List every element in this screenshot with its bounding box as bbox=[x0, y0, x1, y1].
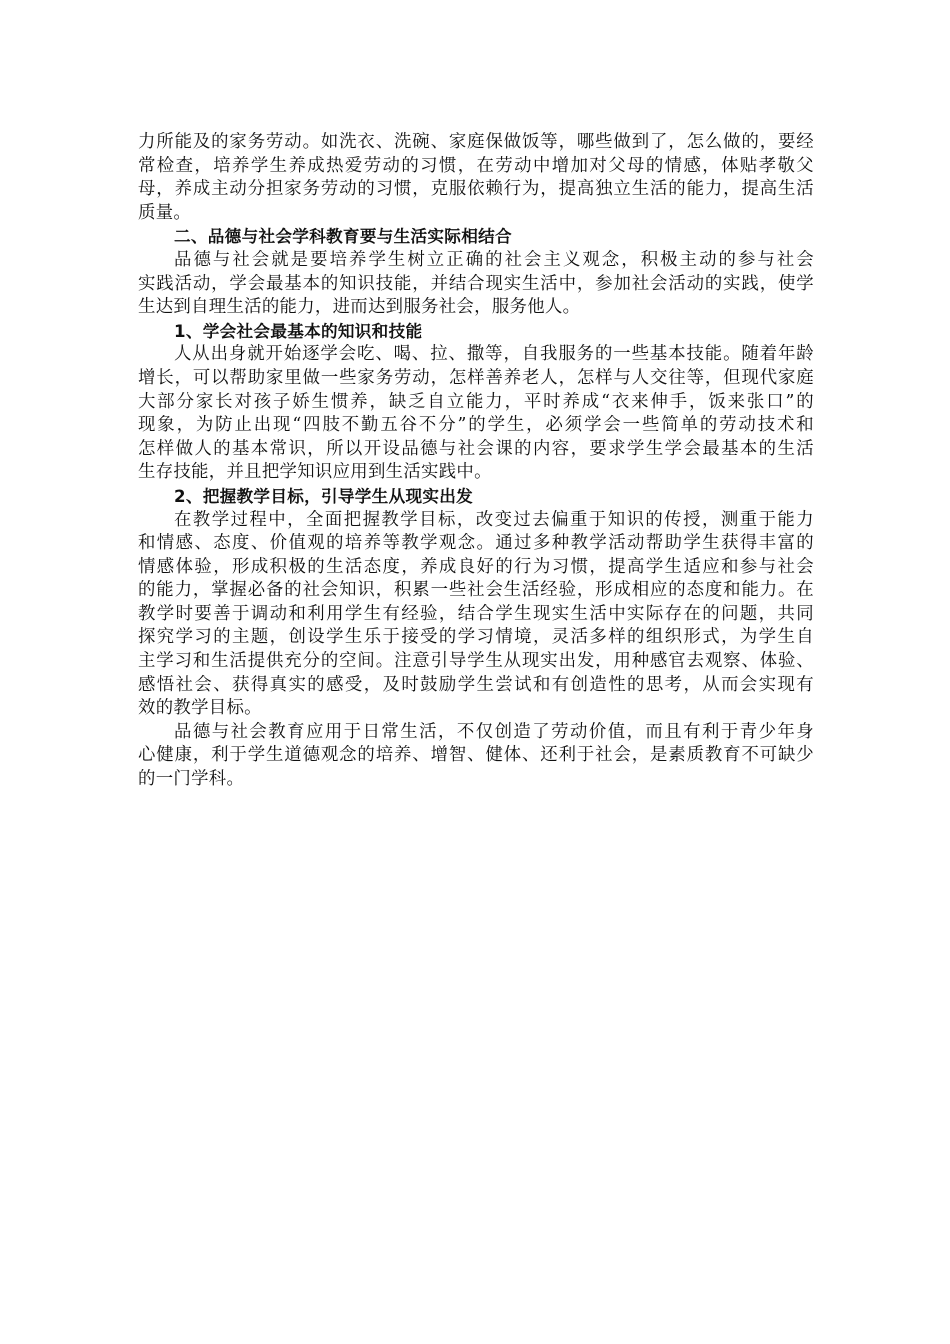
text-line: 感悟社会、获得真实的感受，及时鼓励学生尝试和有创造性的思考，从而会实现有 bbox=[138, 674, 814, 695]
text-line: 现象，为防止出现“四肢不勤五谷不分”的学生，必须学会一些简单的劳动技术和 bbox=[138, 415, 814, 436]
paragraph-conclusion bbox=[138, 721, 814, 792]
paragraph-teaching-goals bbox=[138, 509, 814, 721]
text-line: 和情感、态度、价值观的培养等教学观念。通过多种教学活动帮助学生获得丰富的 bbox=[138, 533, 814, 554]
text-line: 品德与社会就是要培养学生树立正确的社会主义观念，积极主动的参与社会 bbox=[174, 249, 814, 270]
text-line: 怎样做人的基本常识，所以开设品德与社会课的内容，要求学生学会最基本的生活 bbox=[138, 438, 814, 459]
paragraph-household-chores bbox=[138, 131, 814, 225]
text-line: 主学习和生活提供充分的空间。注意引导学生从现实出发，用种感官去观察、体验、 bbox=[138, 651, 814, 672]
subsection-heading-2: 2、把握教学目标，引导学生从现实出发 bbox=[174, 486, 474, 506]
text-line: 心健康，利于学生道德观念的培养、增智、健体、还利于社会，是素质教育不可缺少 bbox=[138, 745, 814, 766]
paragraph-subject-purpose bbox=[138, 249, 814, 320]
document-body bbox=[138, 131, 814, 792]
subsection-heading-1: 1、学会社会最基本的知识和技能 bbox=[174, 321, 423, 341]
text-line: 情感体验，形成积极的生活态度，养成良好的行为习惯，提高学生适应和参与社会 bbox=[138, 556, 814, 577]
text-line: 常检查，培养学生养成热爱劳动的习惯，在劳动中增加对父母的情感，体贴孝敬父 bbox=[138, 155, 814, 176]
text-line: 质量。 bbox=[138, 202, 192, 223]
text-line: 生存技能，并且把学知识应用到生活实践中。 bbox=[138, 462, 492, 483]
text-line: 效的教学目标。 bbox=[138, 698, 262, 719]
text-line: 品德与社会教育应用于日常生活，不仅创造了劳动价值，而且有利于青少年身 bbox=[174, 721, 814, 742]
text-line: 母，养成主动分担家务劳动的习惯，克服依赖行为，提高独立生活的能力，提高生活 bbox=[138, 179, 814, 200]
text-line: 的一门学科。 bbox=[138, 769, 245, 790]
text-line: 力所能及的家务劳动。如洗衣、洗碗、家庭保做饭等，哪些做到了，怎么做的，要经 bbox=[138, 132, 814, 152]
text-line: 实践活动，学会最基本的知识技能，并结合现实生活中，参加社会活动的实践，使学 bbox=[138, 273, 814, 294]
paragraph-basic-skills bbox=[138, 343, 814, 485]
text-line: 生达到自理生活的能力，进而达到服务社会，服务他人。 bbox=[138, 297, 581, 318]
text-line: 增长，可以帮助家里做一些家务劳动，怎样善养老人，怎样与人交往等，但现代家庭 bbox=[138, 367, 814, 388]
text-line: 的能力，掌握必备的社会知识，积累一些社会生活经验，形成相应的态度和能力。在 bbox=[138, 580, 814, 601]
text-line: 大部分家长对孩子娇生惯养，缺乏自立能力，平时养成“衣来伸手，饭来张口”的 bbox=[138, 391, 814, 412]
text-line: 在教学过程中，全面把握教学目标，改变过去偏重于知识的传授，测重于能力 bbox=[174, 509, 814, 530]
text-line: 教学时要善于调动和利用学生有经验，结合学生现实生活中实际存在的问题，共同 bbox=[138, 603, 814, 624]
text-line: 探究学习的主题，创设学生乐于接受的学习情境，灵活多样的组织形式，为学生自 bbox=[138, 627, 814, 648]
text-line: 人从出身就开始逐学会吃、喝、拉、撒等，自我服务的一些基本技能。随着年龄 bbox=[174, 344, 814, 365]
section-heading-2: 二、品德与社会学科教育要与生活实际相结合 bbox=[174, 227, 512, 247]
